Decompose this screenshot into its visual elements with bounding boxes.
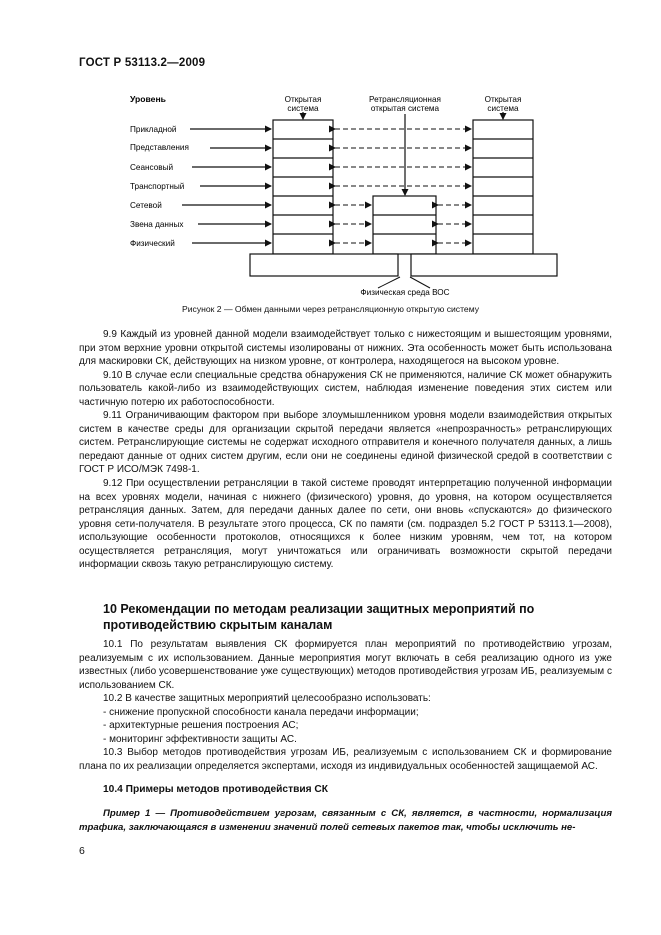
section-10-title: 10 Рекомендации по методам реализации защитных мероприятий по противодействию скрытым каналам — [103, 602, 535, 632]
relay-system-stack — [373, 196, 436, 254]
physical-medium — [250, 254, 557, 276]
paragraph-9-9: 9.9 Каждый из уровней данной модели взаимодействует только с нижестоящим и вышестоящим уровнями, при этом верхние уровни открытой системы изолированы от нижних. Эта особенность может быть использована для маскировки СК, действующих на низком уровне, от контролера, находящегося на высоком уровне. — [79, 329, 612, 368]
left-system-title-2: система — [287, 104, 319, 113]
paragraph-9-10: 9.10 В случае если специальные средства обнаружения СК не применяются, наличие СК может обнаружить пользователь какой-либо из взаимодействующих систем, наблюдая изменение поведения этих систем или частичную потерю их работоспособности. — [79, 369, 612, 408]
paragraph-10-2: 10.2 В качестве защитных мероприятий целесообразно использовать: — [103, 693, 431, 705]
list-item: - мониторинг эффективности защиты АС. — [103, 733, 297, 745]
right-open-system-stack — [473, 120, 533, 254]
level-label-presentation: Представления — [130, 143, 189, 152]
right-system-title-1: Открытая — [484, 95, 522, 104]
levels-heading: Уровень — [130, 94, 166, 104]
body-upper — [79, 328, 612, 572]
relay-system-title-1: Ретрансляционная — [369, 95, 441, 104]
level-label-network: Сетевой — [130, 201, 162, 210]
relay-system-title-2: открытая система — [370, 104, 440, 113]
paragraph-10-1: 10.1 По результатам выявления СК формируется план мероприятий по противодействию угрозам, реализуемым с их использованием. Данные мероприятия могут включать в себя реализацию одного из уже известных (либо усовершенствование уже существующих) методов противодействия угрозам ИБ, реализуемым с использованием СК. — [79, 639, 612, 691]
left-system-title-1: Открытая — [284, 95, 322, 104]
level-label-datalink: Звена данных — [130, 220, 184, 229]
level-label-application: Прикладной — [130, 125, 177, 134]
paragraph-10-3: 10.3 Выбор методов противодействия угрозам ИБ, реализуемым с использованием СК и формирование плана по их реализации определяется экспертами, исходя из индивидуальных особенностей защищаемой АС. — [79, 747, 612, 772]
section-10-4-title: 10.4 Примеры методов противодействия СК — [103, 784, 328, 796]
paragraph-9-11: 9.11 Ограничивающим фактором при выборе злоумышленником уровня модели взаимодействия открытых систем в качестве среды для организации скрытой передачи является «непрозрачность» ретранслирующих систем. Ретранслирующие системы не содержат исходного отправителя и конечного получателя данных, а лишь передают данные от одних систем другим, если они не соединены единой физической средой в соответствии с ГОСТ Р ИСО/МЭК 7498-1. — [79, 410, 612, 476]
right-system-title-2: система — [487, 104, 519, 113]
list-item: - архитектурные решения построения АС; — [103, 720, 299, 732]
medium-pointer-right — [410, 277, 430, 288]
example-1: Пример 1 — Противодействием угрозам, связанным с СК, является, в частности, нормализация трафика, заключающаяся в изменении значений полей сетевых пакетов так, чтобы исключить не- — [79, 808, 612, 833]
list-item: - снижение пропускной способности канала передачи информации; — [103, 706, 419, 718]
left-open-system-stack — [273, 120, 333, 254]
level-label-transport: Транспортный — [130, 182, 185, 191]
section-10 — [79, 601, 612, 834]
document-header: ГОСТ Р 53113.2—2009 — [79, 57, 206, 69]
physical-medium-label: Физическая среда ВОС — [360, 288, 450, 297]
medium-pointer-left — [378, 277, 400, 288]
figure-caption: Рисунок 2 — Обмен данными через ретрансляционную открытую систему — [181, 304, 480, 314]
page-number: 6 — [79, 845, 85, 857]
level-label-physical: Физический — [130, 239, 175, 248]
osi-relay-diagram — [0, 0, 661, 320]
level-label-session: Сеансовый — [130, 163, 174, 172]
paragraph-9-12: 9.12 При осуществлении ретрансляции в такой системе проводят интерпретацию полученной информации на всех уровнях модели, начиная с нижнего (физического) уровня, до уровня, на котором осуществляется ретрансляция данных. Затем, для передачи данных далее по сети, они вновь «спускаются» до физического уровня сети-получателя. В результате этого процесса, СК по памяти (см. подраздел 5.2 ГОСТ Р 53113.1—2008), использующие особенности протоколов, относящихся к более низким уровням, чем тот, на котором осуществляется ретрансляция, могут уничтожаться или ограничивать возможности скрытой передачи информации сквозь такую ретранслирующую систему. — [79, 478, 612, 571]
